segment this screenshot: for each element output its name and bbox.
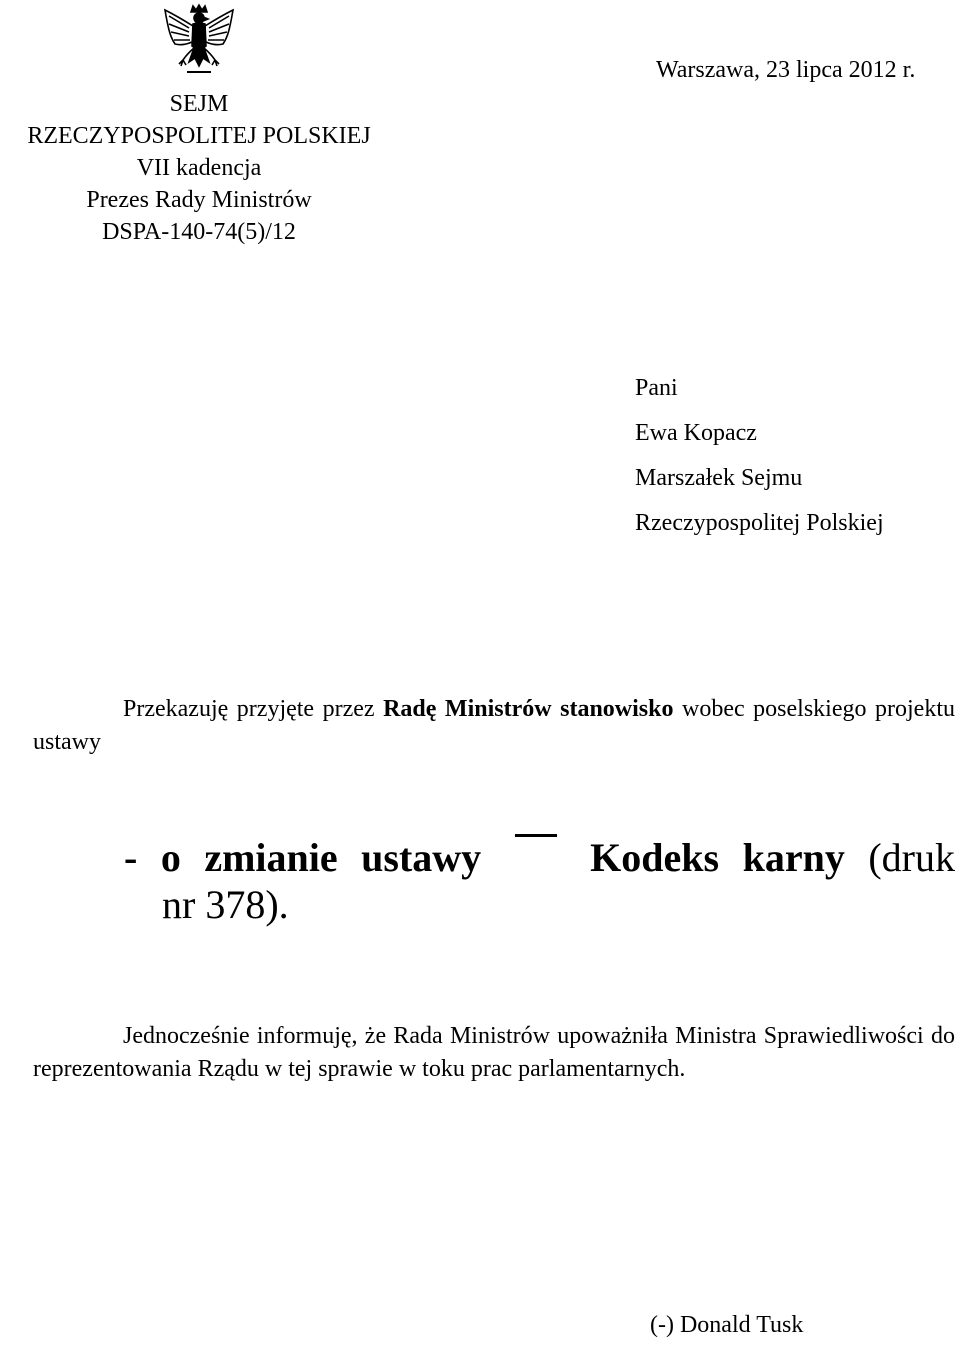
polish-eagle-emblem-icon	[159, 2, 239, 80]
paragraph-transmittal	[33, 693, 955, 759]
sender-header	[0, 88, 398, 248]
subject-continuation: nr 378).	[162, 882, 289, 927]
subject-word: ustawy	[361, 835, 482, 880]
recipient-line: Pani	[635, 375, 678, 401]
recipient-line: Marszałek Sejmu	[635, 465, 803, 491]
subject-word: Kodeks	[590, 835, 720, 880]
subject-dash: -	[124, 835, 138, 880]
paragraph-text: wobec poselskiego projektu ustawy	[33, 696, 955, 755]
recipient-line: Rzeczypospolitej Polskiej	[635, 510, 884, 536]
recipient-line: Ewa Kopacz	[635, 420, 757, 446]
subject-word: (druk	[868, 835, 955, 880]
paragraph-bold-text: Radę Ministrów stanowisko	[383, 696, 674, 722]
paragraph-authorization: Jednocześnie informuję, że Rada Ministrów upoważniła Ministra Sprawiedliwości do reprezentowania Rządu w tej sprawie w toku prac parlamentarnych.	[33, 1023, 955, 1082]
subject-word: zmianie	[204, 835, 338, 880]
header-line: VII kadencja	[136, 155, 262, 181]
bill-subject	[124, 834, 955, 928]
subject-em-dash	[515, 834, 557, 881]
header-line: SEJM	[169, 91, 229, 117]
letter-date: Warszawa, 23 lipca 2012 r.	[656, 57, 916, 83]
subject-word: o	[160, 835, 181, 880]
header-line: Prezes Rady Ministrów	[86, 187, 312, 213]
header-line: RZECZYPOSPOLITEJ POLSKIEJ	[27, 123, 371, 149]
signature: (-) Donald Tusk	[650, 1312, 804, 1338]
recipient-block	[635, 366, 884, 546]
paragraph-text: Przekazuję przyjęte przez	[123, 696, 384, 722]
subject-word: karny	[742, 835, 845, 880]
reference-number: DSPA-140-74(5)/12	[102, 219, 296, 245]
